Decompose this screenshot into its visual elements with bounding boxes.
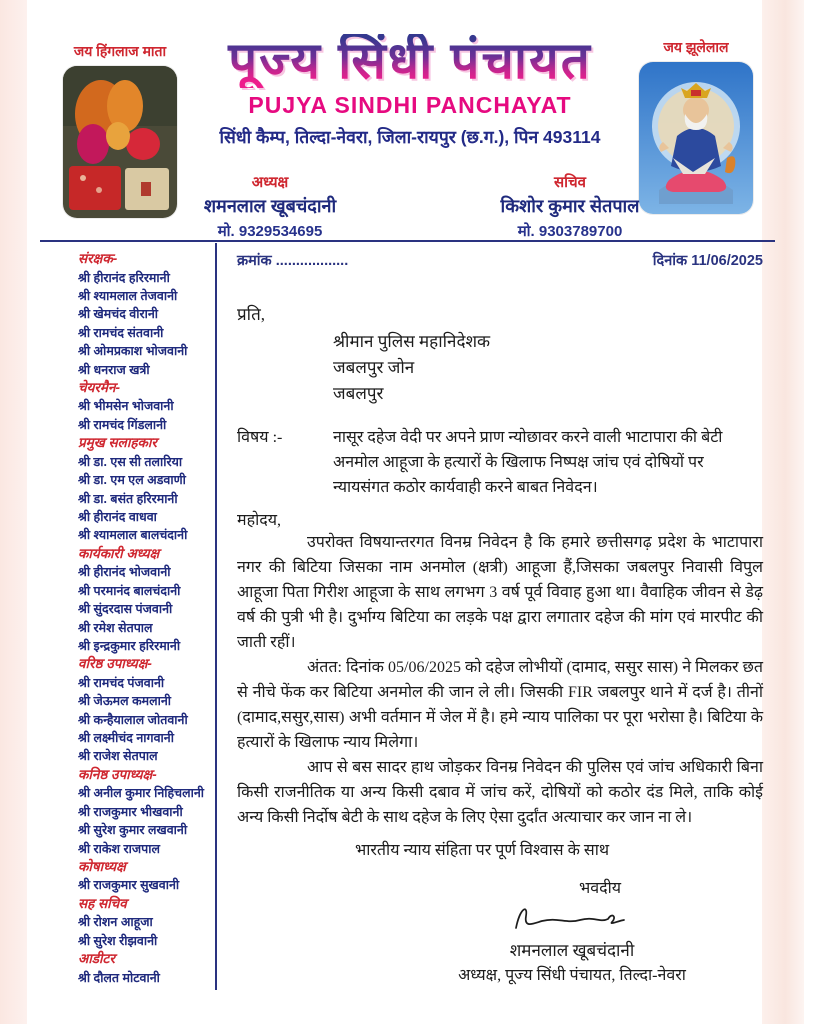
sidebar-member-name: श्री सुरेश कुमार लखवानी <box>78 823 188 838</box>
jhulelal-image-art <box>639 62 753 214</box>
office-bearers-sidebar <box>78 250 213 987</box>
letter-body <box>237 250 763 985</box>
sidebar-member-name: श्री धनराज खत्री <box>78 362 150 377</box>
sidebar-member-name: श्री लक्ष्मीचंद नागवानी <box>78 731 174 746</box>
sidebar-member-name: श्री ओमप्रकाश भोजवानी <box>78 344 188 359</box>
org-address: सिंधी कैम्प, तिल्दा-नेवरा, जिला-रायपुर (छ.ग.), पिन 493114 <box>219 126 601 147</box>
president-block <box>120 172 420 241</box>
subject-label: विषय :- <box>237 429 283 446</box>
sidebar-member-name: श्री परमानंद बालचंदानी <box>78 583 181 598</box>
sidebar-section-heading: आडीटर <box>78 951 115 967</box>
header-divider-line <box>40 240 775 242</box>
sidebar-member-name: श्री रामचंद गिंडलानी <box>78 417 167 432</box>
sidebar-section-heading: चेयरमैन- <box>78 379 120 395</box>
signature-block <box>387 900 757 985</box>
sidebar-member-name: श्री श्यामलाल तेजवानी <box>78 288 178 303</box>
sidebar-member-name: श्री रामचंद संतवानी <box>78 325 164 340</box>
sidebar-member-name: श्री राजकुमार सुखवानी <box>78 878 180 893</box>
sidebar-member-name: श्री डा. एम एल अडवाणी <box>78 473 186 488</box>
letter-date: दिनांक 11/06/2025 <box>652 253 763 269</box>
sidebar-member-name: श्री राकेश राजपाल <box>78 841 160 856</box>
jhulelal-deity-image <box>639 62 753 214</box>
sidebar-member-name: श्री डा. एस सी तलारिया <box>78 454 183 469</box>
reference-row <box>237 250 763 270</box>
letter-paragraph: अंतत: दिनांक 05/06/2025 को दहेज लोभीयों (दामाद, ससुर सास) ने मिलकर छत से नीचे फेंक कर बिटिया अनमोल की जान ले ली। जिसकी FIR जबलपुर थाने में दर्ज है। तीनों (दामाद,ससुर,सास) अभी वर्तमान में जेल में है। हमे न्याय पालिका पर पूरा भरोसा है। बिटिया के हत्यारों के खिलाफ न्याय मिलेगा। <box>237 659 763 751</box>
recipient-line: श्रीमान पुलिस महानिदेशक <box>333 332 491 351</box>
org-title-hindi: पूज्य सिंधी पंचायत <box>182 34 638 88</box>
sidebar-member-name: श्री कन्हैयालाल जोतवानी <box>78 712 188 727</box>
handwritten-signature <box>387 900 757 938</box>
sidebar-member-name: श्री इन्द्रकुमार हरिरमानी <box>78 638 181 653</box>
letter-paragraph: आप से बस सादर हाथ जोड़कर विनम्र निवेदन की पुलिस एवं जांच अधिकारी बिना किसी राजनीतिक या अन्य किसी दबाव में जांच करें, दोषियों को कठोर दंड मिले, ताकि कोई अन्य किसी निर्दोष बेटी के साथ दहेज के लिए ऐसा दुर्दांत अत्याचार कर जान ना ले। <box>237 759 763 826</box>
recipient-line: जबलपुर जोन <box>333 358 415 377</box>
sidebar-member-name: श्री राजेश सेतपाल <box>78 749 158 764</box>
sidebar-member-name: श्री सुरेश रीझवानी <box>78 933 158 948</box>
sidebar-section-heading: कनिष्ठ उपाध्यक्ष- <box>78 766 157 782</box>
secretary-role: सचिव <box>554 174 586 191</box>
sidebar-member-name: श्री हीरानंद हरिरमानी <box>78 270 170 285</box>
signatory-title: अध्यक्ष, पूज्य सिंधी पंचायत, तिल्दा-नेवरा <box>458 967 686 984</box>
regards: भवदीय <box>579 880 622 897</box>
salutation: महोदय, <box>237 512 281 529</box>
sidebar-member-name: श्री श्यामलाल बालचंदानी <box>78 528 188 543</box>
recipient-line: जबलपुर <box>333 384 384 403</box>
sidebar-section-heading: कार्यकारी अध्यक्ष <box>78 545 160 561</box>
masthead <box>182 34 638 149</box>
subject-text: नासूर दहेज वेदी पर अपने प्राण न्योछावर करने वाली भाटापारा की बेटी अनमोल आहूजा के हत्यारों के खिलाफ निष्पक्ष जांच एवं दोषियों पर न्यायसंगत कठोर कार्यवाही करने बाबत निवेदन। <box>333 429 723 496</box>
reference-number: क्रमांक .................. <box>237 253 349 269</box>
sidebar-member-name: श्री रामचंद पंजवानी <box>78 675 165 690</box>
sidebar-member-name: श्री हीरानंद वाधवा <box>78 509 157 524</box>
president-name: शमनलाल खूबचंदानी <box>203 196 337 216</box>
sidebar-section-heading: वरिष्ठ उपाध्यक्ष- <box>78 656 152 672</box>
sidebar-section-heading: प्रमुख सलाहकार <box>78 435 157 451</box>
president-role: अध्यक्ष <box>251 174 289 191</box>
signatory-name: शमनलाल खूबचंदानी <box>509 941 635 960</box>
president-phone: मो. 9329534695 <box>217 223 323 240</box>
sidebar-member-name: श्री जेऊमल कमलानी <box>78 694 172 709</box>
closing-line: भारतीय न्याय संहिता पर पूर्ण विश्वास के साथ <box>355 842 610 859</box>
sidebar-member-name: श्री राजकुमार भीखवानी <box>78 804 183 819</box>
sidebar-section-heading: कोषाध्यक्ष <box>78 858 126 874</box>
sidebar-member-name: श्री भीमसेन भोजवानी <box>78 399 174 414</box>
sidebar-member-name: श्री रोशन आहूजा <box>78 915 153 930</box>
letter-paragraphs <box>237 530 763 830</box>
signature-scribble <box>502 900 642 938</box>
secretary-phone: मो. 9303789700 <box>517 223 623 240</box>
sidebar-member-name: श्री खेमचंद वीरानी <box>78 307 159 322</box>
sidebar-member-name: श्री हीरानंद भोजवानी <box>78 565 171 580</box>
sidebar-member-name: श्री डा. बसंत हरिरमानी <box>78 491 178 506</box>
sidebar-member-name: श्री रमेश सेतपाल <box>78 620 153 635</box>
recipient-address <box>333 329 763 407</box>
org-title-english: PUJYA SINDHI PANCHAYAT <box>248 91 572 118</box>
sidebar-divider-line <box>215 243 217 990</box>
sidebar-member-name: श्री दौलत मोटवानी <box>78 970 160 985</box>
sidebar-member-name: श्री सुंदरदास पंजवानी <box>78 602 173 617</box>
to-label: प्रति, <box>237 305 266 324</box>
subject-row <box>237 425 763 500</box>
letter-paragraph: उपरोक्त विषयान्तरगत विनम्र निवेदन है कि हमारे छत्तीसगढ़ प्रदेश के भाटापारा नगर की बिटिया जिसका नाम अनमोल (क्षत्री) आहूजा हैं,जिसका जबलपुर निवासी विपुल आहूजा पिता गिरीश आहूजा के साथ लगभग 3 वर्ष पूर्व विवाह हुआ था। वैवाहिक जीवन से डेढ़ वर्ष की पुत्री भी है। दुर्भाग्य बिटिया का लड़के पक्ष द्वारा लगातार दहेज की मांग एवं मारपीट की जाती रहीं। <box>237 534 763 651</box>
sidebar-member-name: श्री अनील कुमार निहिचलानी <box>78 786 205 801</box>
letterhead <box>0 0 818 240</box>
sidebar-section-heading: सह सचिव <box>78 895 127 911</box>
left-photo-caption: जय हिंगलाज माता <box>73 43 167 59</box>
secretary-name: किशोर कुमार सेतपाल <box>500 196 640 216</box>
right-photo-caption: जय झूलेलाल <box>663 39 729 55</box>
right-corner-block <box>628 38 764 214</box>
sidebar-section-heading: संरक्षक- <box>78 251 118 266</box>
